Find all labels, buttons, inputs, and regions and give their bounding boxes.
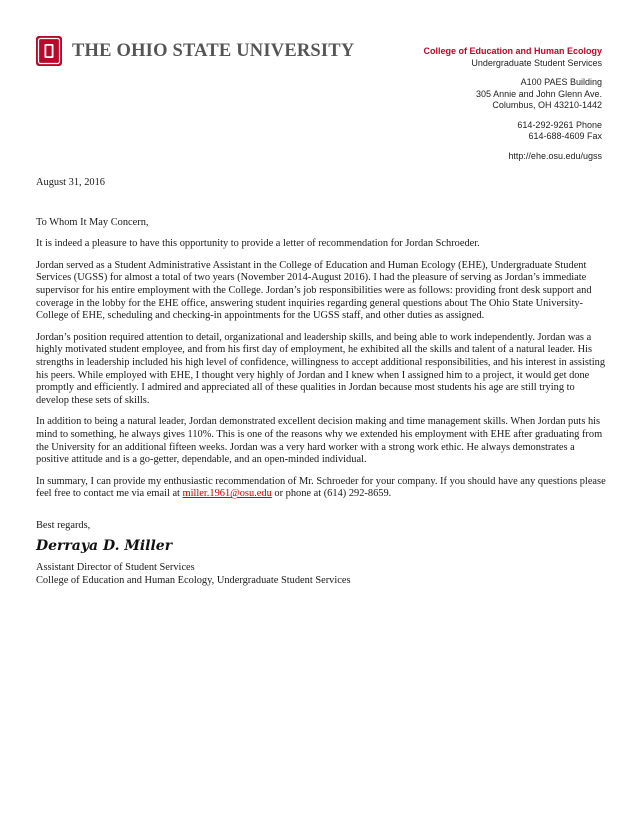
paragraph-leadership: In addition to being a natural leader, Jordan demonstrated excellent decision making and time management skills. When Jordan puts his mind to something, he always gives 110%. This is one of the reasons why we extended his employment with EHE after graduating from the University for an additional fifteen weeks. Jordan was a very hard worker with a strong work ethic. He always demonstrates a positive attitude and is a go-getter, dependable, and an open-minded individual. <box>36 416 603 466</box>
street-address: 305 Annie and John Glenn Ave. <box>476 88 602 99</box>
phone-number: 614-292-9261 Phone <box>517 119 602 130</box>
fax-number: 614-688-4609 Fax <box>528 131 602 141</box>
paragraph-skills: Jordan’s position required attention to detail, organizational and leadership skills, and being able to work independently. Jordan was a highly motivated student employee, and from his first day of employment, he exhibited all the skills and talent of a natural leader. His strengths in leadership included his high level of confidence, willingness to accept additional responsibilities, and his interest in assisting his peers. While employed with EHE, I thought very highly of Jordan and I knew when I assigned him to a project, it would get done promptly and efficiently. I admired and appreciated all of these qualities in Jordan because most students his age are still trying to develop these sets of skills. <box>36 331 606 406</box>
summary-phone-text: or phone at (614) 292-8659. <box>271 488 392 500</box>
block-o-logo-icon <box>36 36 62 66</box>
letter-body <box>36 177 606 587</box>
email-link[interactable]: miller.1961@osu.edu <box>182 488 272 500</box>
website-link[interactable]: http://ehe.osu.edu/ugss <box>508 150 602 161</box>
letter-date: August 31, 2016 <box>36 177 105 188</box>
university-name: THE OHIO STATE UNIVERSITY <box>72 40 355 61</box>
summary-text: In summary, I can provide my enthusiastic recommendation of Mr. Schroeder for your company. If you should have any questions please feel free to contact me via email at <box>36 475 606 500</box>
city-state-zip: Columbus, OH 43210-1442 <box>492 100 602 110</box>
signature: Derraya D. Miller <box>36 538 173 555</box>
signer-title: Assistant Director of Student Services <box>36 562 195 574</box>
department-name: Undergraduate Student Services <box>471 57 602 68</box>
building: A100 PAES Building <box>520 77 602 87</box>
signer-organization: College of Education and Human Ecology, Undergraduate Student Services <box>36 574 351 586</box>
university-logo <box>36 36 354 66</box>
paragraph-summary <box>36 476 606 501</box>
paragraph-role: Jordan served as a Student Administrative Assistant in the College of Education and Human Ecology (EHE), Undergraduate Student Services (UGSS) for almost a total of two years (November 2014-August 2016). I had the pleasure of serving as Jordan’s immediate supervisor for his entire employment with the College. Jordan’s job responsibilities were as follows: providing front desk support and coverage in the lobby for the EHE office, answering student inquiries regarding general questions about The Ohio State University-College of EHE, scheduling and checking-in appointments for the UGSS staff, and other duties as assigned. <box>36 259 592 322</box>
paragraph-intro: It is indeed a pleasure to have this opportunity to provide a letter of recommendation for Jordan Schroeder. <box>36 238 480 250</box>
salutation: To Whom It May Concern, <box>36 216 149 228</box>
letterhead-address <box>342 46 602 162</box>
closing: Best regards, <box>36 519 91 531</box>
college-name: College of Education and Human Ecology <box>423 46 602 56</box>
